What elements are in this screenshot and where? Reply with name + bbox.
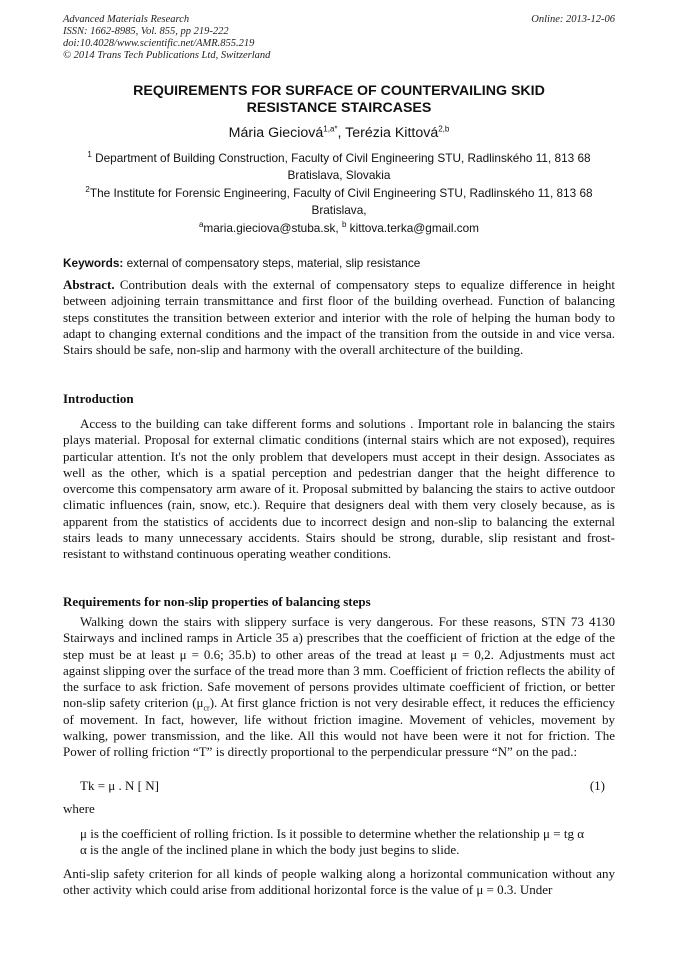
requirements-text-subscript: cr: [203, 704, 210, 714]
author-emails: [63, 220, 615, 237]
affiliation-2-line-1: The Institute for Forensic Engineering, Faculty of Civil Engineering STU, Radlinského 11, 813 68: [89, 186, 593, 200]
where-label: where: [63, 801, 95, 816]
author-2: Terézia Kittová: [345, 125, 439, 141]
equation-1-body: Tk = μ . N [ N]: [80, 778, 159, 793]
author-separator: ,: [337, 125, 346, 141]
equation-1-number: (1): [589, 778, 605, 793]
introduction-text: Access to the building can take different forms and solutions . Important role in balancing the stairs plays material. Proposal for external climatic conditions (internal stairs which are not exposed), requires particular attention. It's not the only problem that developers must accept in their design. Associates as well as the other, which is a spatial perception and pedestrian danger that the height difference to overcome this compensatory arm aware of it. Proposal submitted by balancing the stairs to active outdoor climatic influences (rain, snow, etc.). Require that designers deal with them very closely because, as is apparent from the statistics of accidents due to incorrect design and non-slip to balancing the external stairs leads to many unnecessary accidents. Stairs should be strong, durable, slip resistant and frost-resistant to withstand continuous operating weather conditions.: [63, 416, 615, 562]
affiliation-1-line-2: Bratislava, Slovakia: [287, 168, 391, 182]
email-b[interactable]: kittova.terka@gmail.com: [346, 221, 480, 235]
journal-issn: ISSN: 1662-8985, Vol. 855, pp 219-222: [63, 26, 229, 37]
requirements-heading: Requirements for non-slip properties of balancing steps: [63, 594, 371, 609]
online-date: Online: 2013-12-06: [531, 14, 615, 25]
requirements-text-part-1: Walking down the stairs with slippery surface is very dangerous. For these reasons, STN 73 4130 Stairways and inclined ramps in Article 35 a) prescribes that the coefficient of friction at the edge of the step must be at least μ = 0.6; 35.b) to other areas of the tread at least μ = 0,2. Adjustments must act against slipping over the surface of the tread more than 3 mm. Coefficient of friction reflects the ability of the surface to ask friction. Safe movement of persons provides ultimate coefficient of friction, or better non-slip safety criterion (μ: [63, 614, 615, 711]
journal-name: Advanced Materials Research: [63, 14, 190, 25]
title-line-2: RESISTANCE STAIRCASES: [246, 100, 432, 116]
affiliation-2-mark: 2: [85, 185, 90, 195]
keywords: [63, 256, 615, 271]
email-a-mark: a: [198, 220, 204, 230]
definition-alpha: α is the angle of the inclined plane in which the body just begins to slide.: [80, 842, 460, 857]
abstract-text: Contribution deals with the external of compensatory steps to equalize difference in height between adjoining terrain transmittance and first floor of the building overhead. Function of balancing steps constitutes the transition between exterior and interior with the role of helping the human body to adapt to changing external conditions and the impact of the transition from the outside in and vice versa. Stairs should be safe, non-slip and harmony with the overall architecture of the building.: [63, 277, 615, 358]
keywords-label: Keywords:: [63, 256, 124, 270]
paper-title: [63, 83, 615, 117]
author-list: [63, 124, 615, 142]
definition-mu: μ is the coefficient of rolling friction. Is it possible to determine whether the relationship μ = tg α: [80, 826, 585, 841]
affiliation-1-line-1: Department of Building Construction, Faculty of Civil Engineering STU, Radlinského 11, 813 68: [91, 151, 591, 165]
affiliation-2-line-2: Bratislava,: [311, 203, 367, 217]
email-a[interactable]: maria.gieciova@stuba.sk,: [203, 221, 342, 235]
requirements-text: [63, 614, 615, 761]
affiliation-1: [63, 150, 615, 184]
keywords-text: external of compensatory steps, material, slip resistance: [123, 256, 421, 270]
email-b-mark: b: [341, 220, 347, 230]
author-1: Mária Giecіová: [228, 125, 324, 141]
author-1-affil: 1,a*: [323, 124, 338, 134]
journal-copyright: © 2014 Trans Tech Publications Ltd, Switzerland: [63, 50, 271, 61]
abstract: [63, 277, 615, 358]
title-line-1: REQUIREMENTS FOR SURFACE OF COUNTERVAILING SKID: [133, 83, 545, 99]
affiliation-1-mark: 1: [87, 150, 92, 160]
abstract-label: Abstract.: [63, 277, 115, 292]
journal-header: [63, 14, 615, 62]
introduction-heading: Introduction: [63, 391, 134, 406]
author-2-affil: 2,b: [438, 124, 450, 134]
affiliation-2: [63, 185, 615, 219]
journal-doi: doi:10.4028/www.scientific.net/AMR.855.219: [63, 38, 255, 49]
equation-1: [80, 778, 615, 794]
anti-slip-paragraph: Anti-slip safety criterion for all kinds of people walking along a horizontal communication without any other activity which could arise from additional horizontal force is the value of μ = 0.3. Under: [63, 866, 615, 898]
requirements-text-part-2: ). At first glance friction is not very desirable effect, it reduces the efficiency of movement. In fact, however, life without friction imagine. Movement of vehicles, movement by walking, power transmission, and the like. All this would not have been were it not for friction. The Power of rolling friction “T” is directly proportional to the perpendicular pressure “N” on the pad.:: [63, 695, 616, 760]
